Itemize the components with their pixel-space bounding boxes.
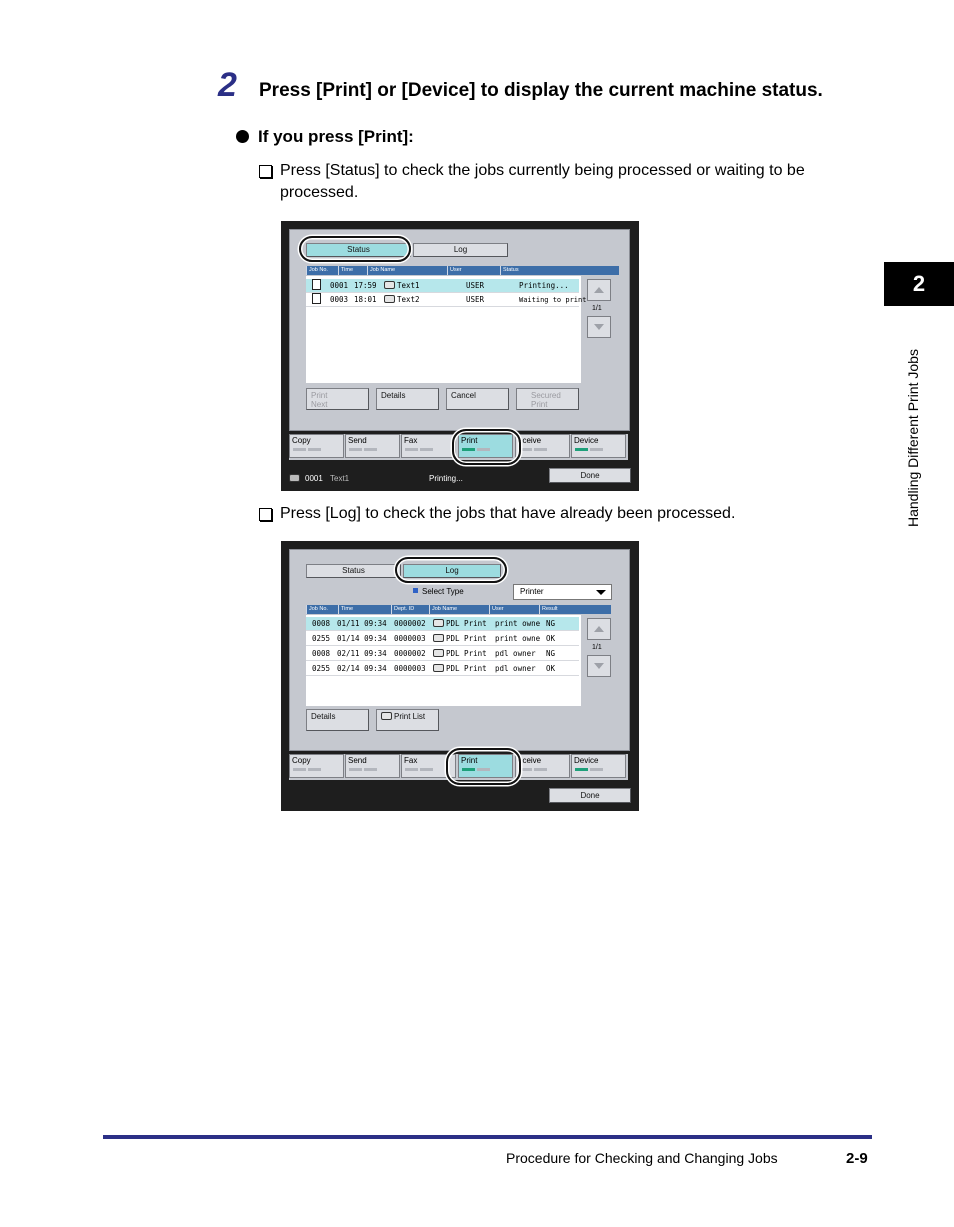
status-state: Printing... xyxy=(429,474,463,483)
tab-send[interactable] xyxy=(345,434,400,458)
status-job-no: 0001 xyxy=(305,474,323,483)
tab-label: Device xyxy=(574,756,599,765)
col-header: User xyxy=(447,266,500,275)
scroll-up-button[interactable] xyxy=(587,618,611,640)
arrow-up-icon xyxy=(594,626,604,632)
col-header: Status xyxy=(500,266,579,275)
printer-icon xyxy=(381,712,392,720)
dept-id: 0000003 xyxy=(394,664,426,673)
arrow-up-icon xyxy=(594,287,604,293)
job-time: 01/11 09:34 xyxy=(337,619,387,628)
job-no: 0008 xyxy=(312,649,331,658)
dept-id: 0000002 xyxy=(394,649,426,658)
cancel-label: Cancel xyxy=(451,391,476,400)
col-header: User xyxy=(489,605,539,614)
job-list xyxy=(306,276,587,383)
select-type-label xyxy=(413,587,464,596)
done-button[interactable]: Done xyxy=(549,788,631,803)
document-icon xyxy=(312,279,321,290)
job-time: 01/14 09:34 xyxy=(337,634,387,643)
job-result: OK xyxy=(546,664,556,673)
job-time: 18:01 xyxy=(354,295,377,304)
bullet-text: If you press [Print]: xyxy=(258,127,414,146)
tab-label: Send xyxy=(348,756,367,765)
job-no: 0255 xyxy=(312,634,331,643)
page-number: 2-9 xyxy=(846,1150,868,1167)
job-name: PDL Print xyxy=(446,649,487,658)
job-no: 0003 xyxy=(330,295,349,304)
printer-icon xyxy=(433,634,444,642)
job-name: PDL Print xyxy=(446,619,487,628)
tab-label: Fax xyxy=(404,436,418,445)
highlight-ring xyxy=(299,236,411,262)
printer-icon xyxy=(433,664,444,672)
table-row[interactable] xyxy=(306,662,579,676)
tab-label: Device xyxy=(574,436,599,445)
arrow-down-icon xyxy=(594,663,604,669)
job-name: Text1 xyxy=(397,281,420,290)
col-header: Time xyxy=(338,266,367,275)
printer-icon xyxy=(433,649,444,657)
job-user: USER xyxy=(466,281,485,290)
job-name: PDL Print xyxy=(446,664,487,673)
lamps xyxy=(519,763,549,774)
job-user: print owne xyxy=(495,634,541,643)
job-user: pdl owner xyxy=(495,649,536,658)
lamps xyxy=(293,763,323,774)
chapter-side-title xyxy=(905,312,931,527)
arrow-down-icon xyxy=(594,324,604,330)
job-no: 0001 xyxy=(330,281,349,290)
tab-label: Fax xyxy=(404,756,418,765)
print-list-button[interactable] xyxy=(376,709,439,731)
table-row[interactable] xyxy=(306,647,579,661)
tab-label: Print xyxy=(461,756,478,765)
highlight-ring xyxy=(452,429,521,465)
col-header: Dept. ID xyxy=(391,605,429,614)
screenshot-status xyxy=(281,221,639,491)
scroll-down-button[interactable] xyxy=(587,655,611,677)
job-status: Printing... xyxy=(519,281,569,290)
scroll-down-button[interactable] xyxy=(587,316,611,338)
tab-device[interactable] xyxy=(571,754,626,778)
details-button[interactable] xyxy=(376,388,439,410)
printer-icon xyxy=(433,619,444,627)
job-result: NG xyxy=(546,649,556,658)
bullet-heading xyxy=(236,127,414,147)
table-row[interactable] xyxy=(306,617,579,631)
job-user: print owne xyxy=(495,619,541,628)
lamps xyxy=(519,443,549,454)
job-time: 02/14 09:34 xyxy=(337,664,387,673)
col-header: Job No. xyxy=(306,605,338,614)
screenshot-log xyxy=(281,541,639,811)
status-tab[interactable]: Status xyxy=(306,243,411,257)
chevron-down-icon xyxy=(596,590,606,595)
col-header: Job No. xyxy=(306,266,338,275)
done-button[interactable]: Done xyxy=(549,468,631,483)
col-header: Time xyxy=(338,605,391,614)
log-tab[interactable]: Log xyxy=(403,564,501,578)
printer-icon xyxy=(384,281,395,289)
tab-copy[interactable] xyxy=(289,434,344,458)
job-name: Text2 xyxy=(397,295,420,304)
tab-label: eceive xyxy=(518,756,542,765)
instruction-text: Press [Status] to check the jobs currently being processed or waiting to be processed. xyxy=(280,162,805,201)
status-job-name: Text1 xyxy=(330,474,350,483)
job-name: PDL Print xyxy=(446,634,487,643)
job-time: 17:59 xyxy=(354,281,377,290)
tab-receive[interactable] xyxy=(515,754,570,778)
highlight-ring xyxy=(446,748,521,785)
status-bar xyxy=(281,786,639,811)
secured-print-button[interactable] xyxy=(516,388,579,410)
job-user: pdl owner xyxy=(495,664,536,673)
job-user: USER xyxy=(466,295,485,304)
col-header: Job Name xyxy=(367,266,447,275)
tab-fax[interactable] xyxy=(401,434,456,458)
job-no: 0008 xyxy=(312,619,331,628)
table-row[interactable] xyxy=(306,632,579,646)
checkbox-icon xyxy=(259,165,272,178)
table-row[interactable] xyxy=(306,279,579,293)
tab-label: Print xyxy=(461,436,478,445)
step-number: 2 xyxy=(218,66,237,104)
tab-label: Copy xyxy=(292,756,311,765)
lamps xyxy=(349,763,379,774)
select-type-text: Select Type xyxy=(422,587,464,596)
details-label: Details xyxy=(311,712,336,721)
scroll-up-button[interactable] xyxy=(587,279,611,301)
print-list-label: Print List xyxy=(394,712,426,721)
secured-label-1: Secured xyxy=(531,391,561,400)
col-header: Result xyxy=(539,605,579,614)
footer-rule xyxy=(103,1135,872,1139)
page-indicator: 1/1 xyxy=(592,644,602,651)
lamps xyxy=(575,443,605,454)
bullet-square-icon xyxy=(413,588,418,593)
table-header xyxy=(306,266,619,275)
side-title-text: Handling Different Print Jobs xyxy=(905,349,921,527)
tab-receive[interactable] xyxy=(515,434,570,458)
cancel-button[interactable] xyxy=(446,388,509,410)
job-status: Waiting to print xyxy=(519,296,587,304)
bullet-dot-icon xyxy=(236,130,249,143)
col-header: Job Name xyxy=(429,605,489,614)
dropdown-value: Printer xyxy=(520,587,544,596)
tab-copy[interactable] xyxy=(289,754,344,778)
printer-icon xyxy=(289,474,300,482)
tab-label: Copy xyxy=(292,436,311,445)
tab-label: Send xyxy=(348,436,367,445)
tab-device[interactable] xyxy=(571,434,626,458)
print-next-button[interactable] xyxy=(306,388,369,410)
instruction-text: Press [Log] to check the jobs that have already been processed. xyxy=(280,505,736,522)
print-next-label-1: Print xyxy=(311,391,328,400)
table-header xyxy=(306,605,611,614)
lamps xyxy=(575,763,605,774)
dept-id: 0000003 xyxy=(394,634,426,643)
details-label: Details xyxy=(381,391,406,400)
status-bar xyxy=(281,466,639,491)
secured-label-2: Print xyxy=(531,400,548,409)
job-time: 02/11 09:34 xyxy=(337,649,387,658)
job-result: OK xyxy=(546,634,556,643)
job-no: 0255 xyxy=(312,664,331,673)
lamps xyxy=(293,443,323,454)
chapter-tab: 2 xyxy=(884,262,954,306)
document-icon xyxy=(312,293,321,304)
checkbox-icon xyxy=(259,508,272,521)
details-button[interactable] xyxy=(306,709,369,731)
footer-section-title: Procedure for Checking and Changing Jobs xyxy=(506,1150,778,1166)
highlight-ring xyxy=(395,557,507,583)
status-tab[interactable]: Status xyxy=(306,564,401,578)
print-next-label-2: Next xyxy=(311,400,328,409)
step-heading: Press [Print] or [Device] to display the current machine status. xyxy=(259,80,823,101)
printer-icon xyxy=(384,295,395,303)
log-tab[interactable]: Log xyxy=(413,243,508,257)
lamps xyxy=(405,763,435,774)
job-result: NG xyxy=(546,619,556,628)
lamps xyxy=(405,443,435,454)
log-list xyxy=(306,615,581,706)
lamps xyxy=(349,443,379,454)
tab-send[interactable] xyxy=(345,754,400,778)
dept-id: 0000002 xyxy=(394,619,426,628)
tab-label: eceive xyxy=(518,436,542,445)
table-row[interactable] xyxy=(306,293,587,307)
page-indicator: 1/1 xyxy=(592,305,602,312)
select-type-dropdown[interactable] xyxy=(513,584,612,600)
